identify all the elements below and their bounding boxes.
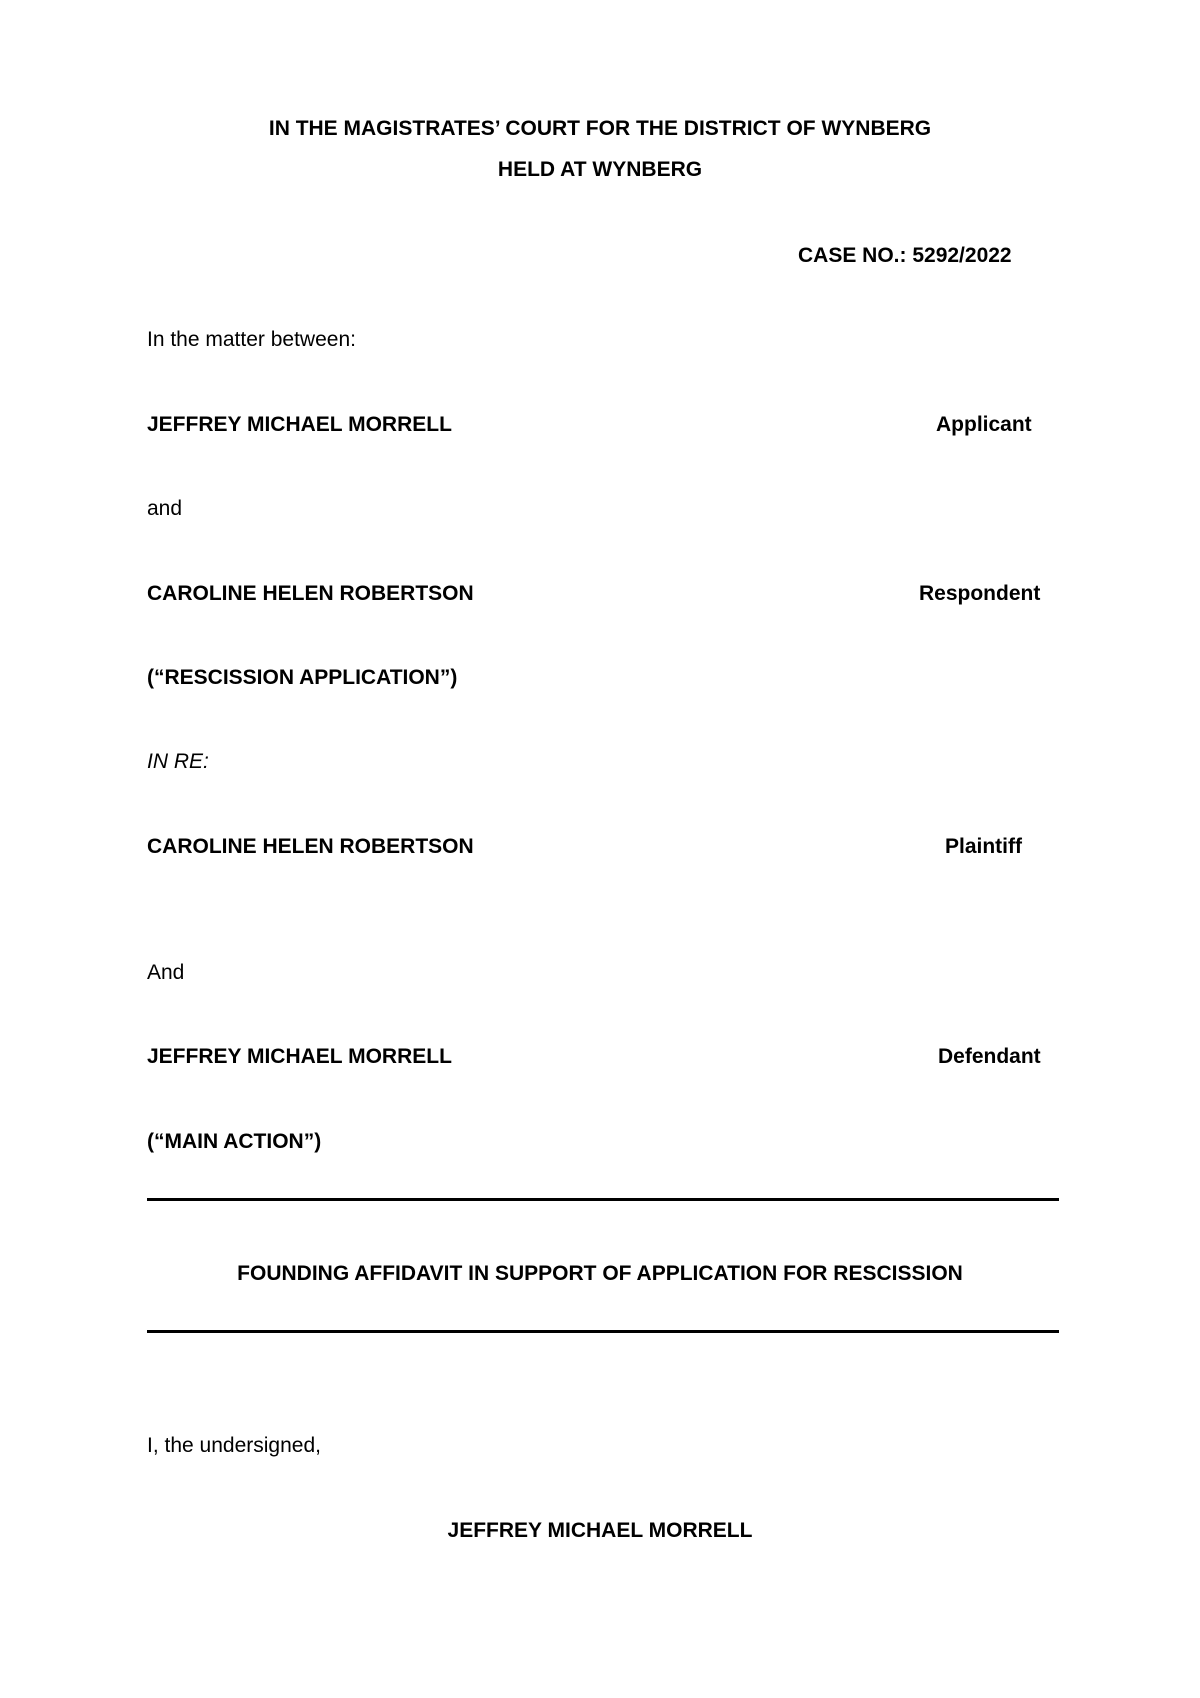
intro-text: In the matter between: — [147, 328, 356, 351]
bottom-divider — [147, 1330, 1059, 1333]
top-divider — [147, 1198, 1059, 1201]
plaintiff-role: Plaintiff — [945, 835, 1022, 858]
main-action-label: (“MAIN ACTION”) — [147, 1130, 322, 1153]
respondent-name: CAROLINE HELEN ROBERTSON — [147, 582, 474, 605]
court-heading: IN THE MAGISTRATES’ COURT FOR THE DISTRICT OF WYNBERG — [268, 117, 932, 140]
case-number: CASE NO.: 5292/2022 — [798, 244, 1012, 267]
defendant-role: Defendant — [938, 1045, 1041, 1068]
defendant-name: JEFFREY MICHAEL MORRELL — [147, 1045, 452, 1068]
applicant-name: JEFFREY MICHAEL MORRELL — [147, 413, 452, 436]
opening-text: I, the undersigned, — [147, 1434, 321, 1457]
conjunction-and-main: And — [147, 961, 185, 984]
document-title: FOUNDING AFFIDAVIT IN SUPPORT OF APPLICATION FOR RESCISSION — [237, 1262, 963, 1285]
applicant-role: Applicant — [936, 413, 1032, 436]
rescission-label: (“RESCISSION APPLICATION”) — [147, 666, 458, 689]
held-at-heading: HELD AT WYNBERG — [497, 158, 703, 181]
deponent-name: JEFFREY MICHAEL MORRELL — [447, 1519, 753, 1542]
in-re-label: IN RE: — [147, 750, 209, 773]
plaintiff-name: CAROLINE HELEN ROBERTSON — [147, 835, 474, 858]
conjunction-and: and — [147, 497, 183, 520]
respondent-role: Respondent — [919, 582, 1041, 605]
